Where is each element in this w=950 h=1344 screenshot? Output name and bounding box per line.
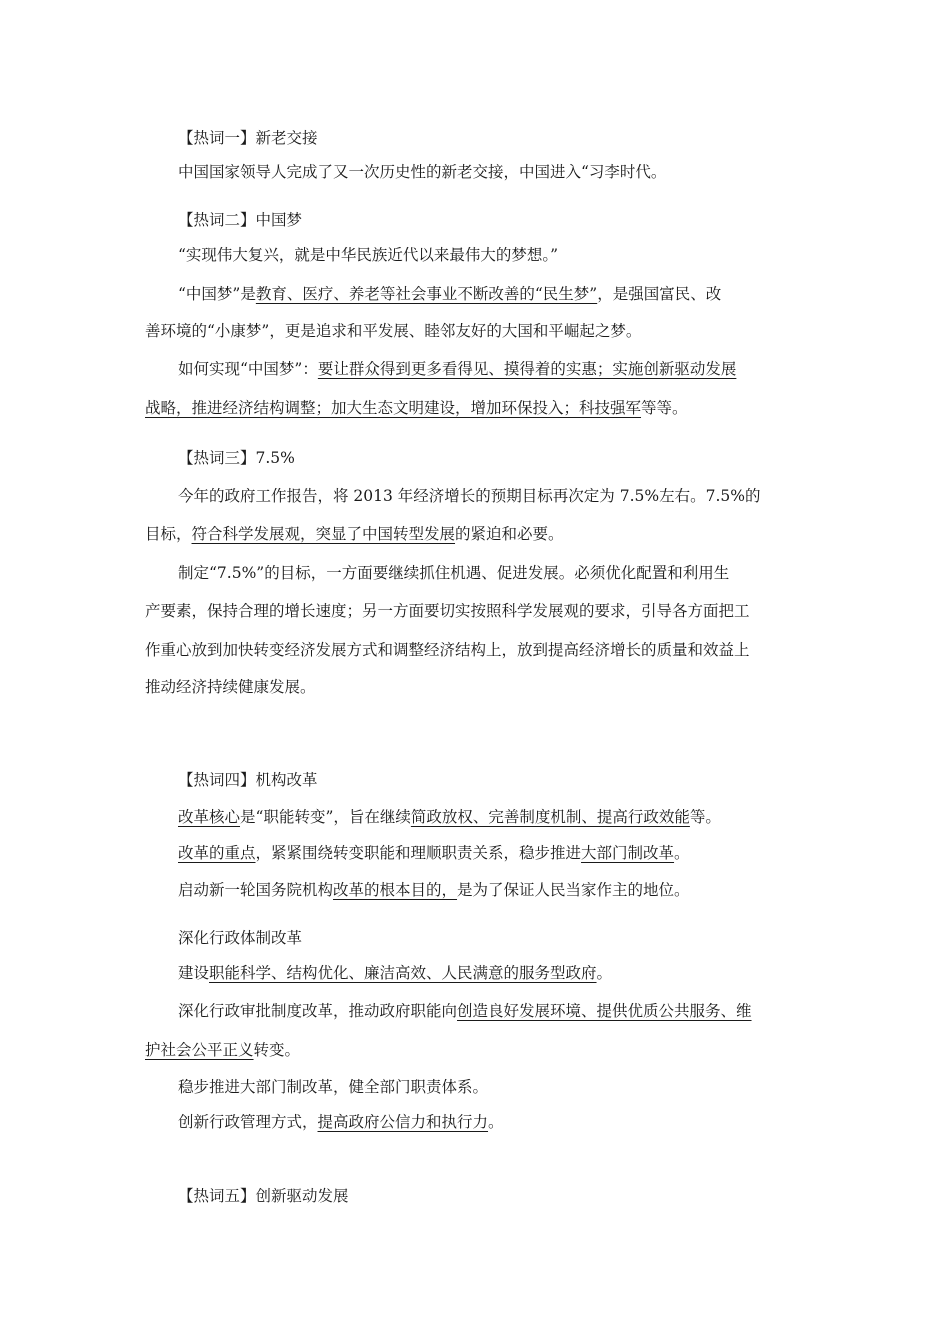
hotword-3-paragraph-2-line-2: 产要素，保持合理的增长速度；另一方面要切实按照科学发展观的要求，引导各方面把工 bbox=[145, 602, 750, 620]
underlined-text: 创造良好发展环境、提供优质公共服务、维 bbox=[457, 1002, 752, 1020]
text-segment: 等等。 bbox=[641, 399, 688, 417]
text-segment: 是“职能转变”，旨在继续 bbox=[240, 808, 411, 826]
hotword-4-paragraph-7 bbox=[178, 1111, 843, 1133]
underlined-text: 改革的根本目的， bbox=[333, 881, 458, 899]
hotword-4-subheading: 深化行政体制改革 bbox=[178, 929, 303, 947]
text-segment: 如何实现“中国梦”： bbox=[178, 360, 318, 378]
underlined-text: 战略，推进经济结构调整；加大生态文明建设，增加环保投入；科技强军 bbox=[145, 399, 642, 417]
hotword-3-heading: 【热词三】7.5% bbox=[178, 449, 295, 467]
hotword-2-paragraph-3-line-1 bbox=[178, 358, 843, 380]
hotword-4-paragraph-1 bbox=[178, 806, 843, 828]
text-segment: 目标， bbox=[145, 525, 192, 543]
text-segment: 启动新一轮国务院机构 bbox=[178, 881, 334, 899]
hotword-4-paragraph-2 bbox=[178, 842, 843, 864]
hotword-4-paragraph-3 bbox=[178, 879, 843, 901]
hotword-2-quote: “实现伟大复兴，就是中华民族近代以来最伟大的梦想。” bbox=[178, 246, 559, 264]
text-segment: 转变。 bbox=[253, 1041, 301, 1059]
text-segment: 创新行政管理方式， bbox=[178, 1113, 318, 1131]
hotword-4-paragraph-6: 稳步推进大部门制改革，健全部门职责体系。 bbox=[178, 1078, 489, 1096]
text-segment: 。 bbox=[488, 1113, 504, 1131]
underlined-text: 改革核心 bbox=[178, 808, 241, 826]
hotword-3-paragraph-1-line-1: 今年的政府工作报告，将 2013 年经济增长的预期目标再次定为 7.5%左右。7.5%的 bbox=[178, 487, 761, 505]
hotword-1-paragraph: 中国国家领导人完成了又一次历史性的新老交接，中国进入“习李时代。 bbox=[178, 163, 667, 181]
text-segment: 建设 bbox=[178, 964, 210, 982]
hotword-3-paragraph-1-line-2 bbox=[145, 523, 810, 545]
hotword-3-paragraph-2-line-1: 制定“7.5%”的目标，一方面要继续抓住机遇、促进发展。必须优化配置和利用生 bbox=[178, 564, 730, 582]
hotword-4-paragraph-4 bbox=[178, 962, 843, 984]
text-segment: 。 bbox=[674, 844, 690, 862]
hotword-1-heading: 【热词一】新老交接 bbox=[178, 129, 318, 147]
text-segment: 。 bbox=[596, 964, 613, 982]
underlined-text: 符合科学发展观，突显了中国转型发展 bbox=[191, 525, 456, 543]
underlined-text: 提高政府公信力和执行力 bbox=[317, 1113, 489, 1131]
text-segment: 是为了保证人民当家作主的地位。 bbox=[457, 881, 690, 899]
underlined-text: 职能科学、结构优化、廉洁高效、人民满意的服务型政府 bbox=[209, 964, 597, 982]
hotword-2-paragraph-3-line-2 bbox=[145, 397, 810, 419]
text-segment: 等。 bbox=[689, 808, 721, 826]
underlined-text: 要让群众得到更多看得见、摸得着的实惠；实施创新驱动发展 bbox=[317, 360, 737, 378]
hotword-4-heading: 【热词四】机构改革 bbox=[178, 771, 318, 789]
hotword-2-paragraph-2-line-1 bbox=[178, 283, 843, 305]
underlined-text: 护社会公平正义 bbox=[145, 1041, 254, 1059]
hotword-2-heading: 【热词二】中国梦 bbox=[178, 211, 303, 229]
hotword-4-paragraph-5-line-2 bbox=[145, 1039, 810, 1061]
hotword-4-paragraph-5-line-1 bbox=[178, 1000, 843, 1022]
text-segment: 的紧迫和必要。 bbox=[455, 525, 564, 543]
hotword-3-paragraph-2-line-4: 推动经济持续健康发展。 bbox=[145, 678, 316, 696]
text-segment: ，是强国富民、改 bbox=[597, 285, 722, 303]
text-segment: ，紧紧围绕转变职能和理顺职责关系，稳步推进 bbox=[255, 844, 582, 862]
hotword-3-paragraph-2-line-3: 作重心放到加快转变经济发展方式和调整经济结构上，放到提高经济增长的质量和效益上 bbox=[145, 641, 750, 659]
underlined-text: 改革的重点 bbox=[178, 844, 256, 862]
underlined-text: 简政放权、完善制度机制、提高行政效能 bbox=[410, 808, 690, 826]
underlined-text: 教育、医疗、养老等社会事业不断改善的“民生梦” bbox=[255, 285, 598, 303]
text-segment: 深化行政审批制度改革，推动政府职能向 bbox=[178, 1002, 458, 1020]
hotword-5-heading: 【热词五】创新驱动发展 bbox=[178, 1187, 349, 1205]
hotword-2-paragraph-2-line-2: 善环境的“小康梦”，更是追求和平发展、睦邻友好的大国和平崛起之梦。 bbox=[145, 322, 642, 340]
underlined-text: 大部门制改革 bbox=[581, 844, 675, 862]
text-segment: “中国梦”是 bbox=[178, 285, 256, 303]
